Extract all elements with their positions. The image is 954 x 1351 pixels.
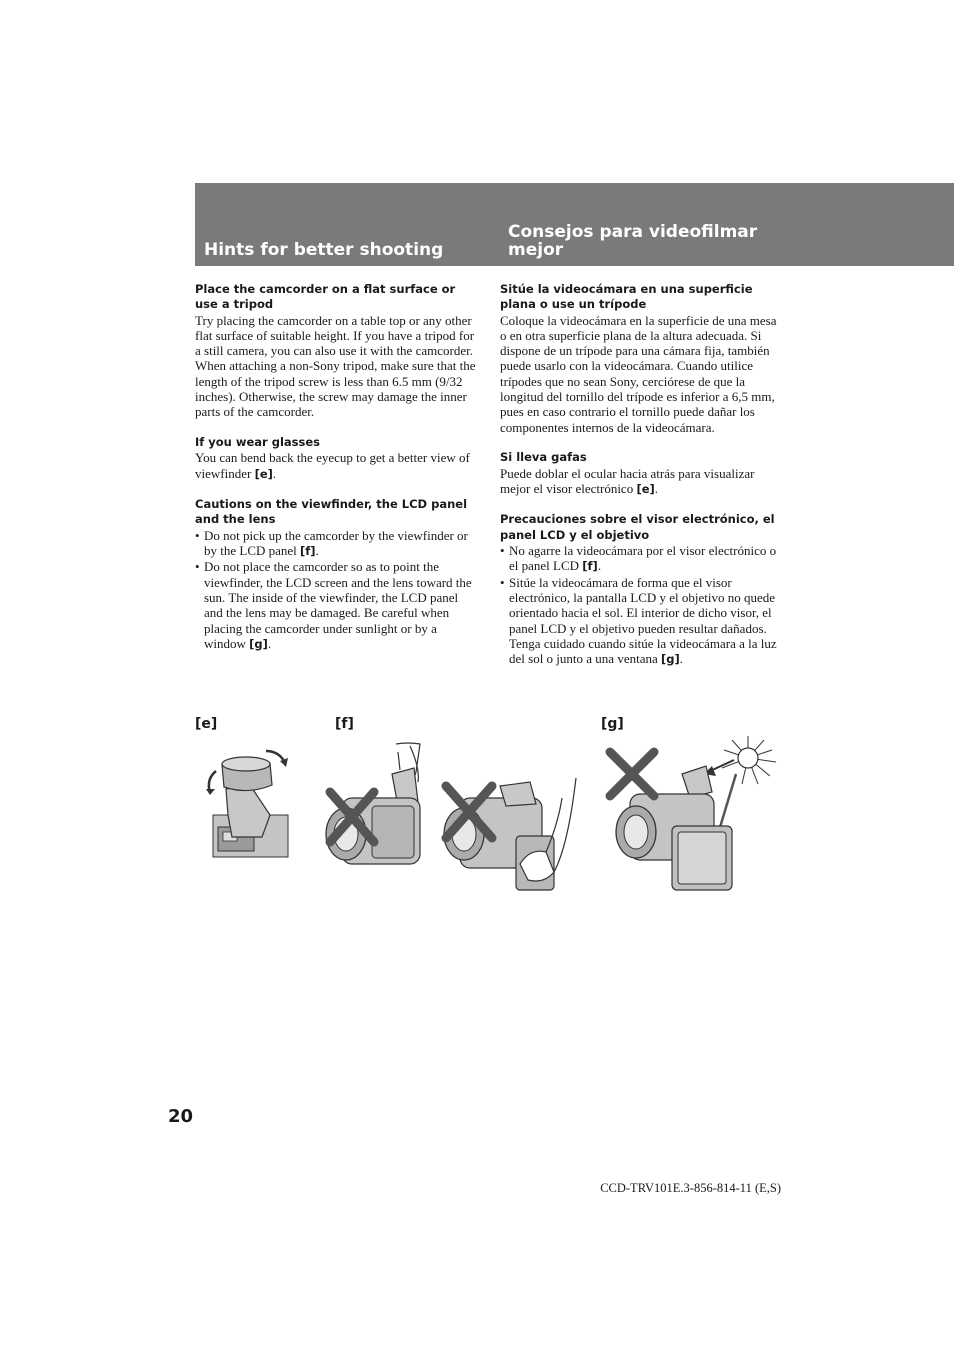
precauciones-list (500, 543, 783, 667)
precauciones-heading: Precauciones sobre el visor electrónico, el panel LCD y el objetivo (500, 512, 775, 542)
list-item-end: . (597, 558, 602, 574)
gafas-body (500, 466, 783, 498)
list-item (500, 575, 783, 668)
list-item-text: Sitúe la videocámara de forma que el visor electrónico, la pantalla LCD y el objetivo no quede orientado hacia el sol. El interior de dicho visor, el panel LCD y el objetivo pueden resultar dañados. Tenga cuidado cuando sitúe la videocámara a la luz del sol o junto a una ventana (509, 574, 777, 667)
glasses-body (195, 450, 478, 482)
list-item-text: No agarre la videocámara por el visor electrónico o el panel LCD (509, 543, 777, 574)
eyecup-fold-icon (204, 745, 290, 860)
section-title-english: Hints for better shooting (204, 240, 444, 260)
glasses-section (195, 435, 478, 482)
figure-ref: [g] (661, 652, 680, 667)
figure-ref: [e] (636, 481, 655, 496)
english-column (195, 282, 478, 667)
gafas-text: Puede doblar el ocular hacia atrás para visualizar mejor el visor electrónico (500, 465, 755, 496)
list-item (195, 528, 478, 560)
figure-label-f: [f] (335, 716, 354, 732)
list-item-end: . (267, 635, 272, 651)
figure-ref: [e] (254, 466, 273, 481)
list-item-end: . (679, 651, 683, 667)
cautions-section (195, 497, 478, 652)
glasses-end: . (272, 465, 277, 481)
tripod-section (195, 282, 478, 420)
glasses-text: You can bend back the eyecup to get a better view of viewfinder (195, 450, 470, 481)
figure-ref: [f] (582, 559, 598, 574)
figure-ref: [f] (300, 544, 316, 559)
figure-label-e: [e] (195, 716, 218, 732)
list-item (195, 559, 478, 652)
camcorder-pointing-at-sun-crossed-icon (604, 734, 786, 896)
footer-code: CCD-TRV101E.3-856-814-11 (E,S) (600, 1181, 781, 1195)
list-item-text: Do not place the camcorder so as to point the viewfinder, the LCD screen and the lens toward the sun. The inside of the viewfinder, the LCD panel and the lens may be damaged. Be careful when placing the camcorder under sunlight or by a window (204, 559, 472, 651)
gafas-end: . (654, 480, 659, 496)
cautions-list (195, 528, 478, 652)
figure-ref: [g] (249, 636, 268, 651)
tripode-section (500, 282, 783, 435)
spanish-column (500, 282, 783, 683)
section-title-spanish: Consejos para videofilmar mejor (508, 222, 758, 260)
gafas-section (500, 450, 783, 497)
gafas-heading: Si lleva gafas (500, 450, 587, 465)
tripode-heading: Sitúe la videocámara en una superficie plana o use un trípode (500, 282, 753, 312)
page-number: 20 (168, 1106, 194, 1127)
camcorder-held-by-viewfinder-crossed-icon (322, 742, 440, 872)
tripode-body: Coloque la videocámara en la superficie de una mesa o en otra superficie plana de la altura adecuada. Si dispone de un trípode para una cámara fija, también puede usarlo con la videocámara. Cuando utilice trípodes que no sean Sony, cerciórese de que la longitud del tornillo del trípode es inferior a 6,5 mm, pues en caso contrario el tornillo puede dañar los componentes internos de la videocámara. (500, 312, 777, 435)
list-item-end: . (315, 543, 319, 559)
list-item (500, 543, 783, 575)
camcorder-held-by-lcd-crossed-icon (440, 776, 580, 896)
figure-label-g: [g] (601, 716, 624, 732)
tripod-body: Try placing the camcorder on a table top or any other flat surface of suitable height. If you have a tripod for a still camera, you can also use it with the camcorder. When attaching a non-Sony tripod, make sure that the length of the tripod screw is less than 6.5 mm (9/32 inches). Otherwise, the screw may damage the inner parts of the camcorder. (195, 312, 476, 420)
precauciones-section (500, 512, 783, 667)
tripod-heading: Place the camcorder on a flat surface or use a tripod (195, 282, 456, 312)
glasses-heading: If you wear glasses (195, 434, 321, 449)
list-item-text: Do not pick up the camcorder by the viewfinder or by the LCD panel (204, 527, 468, 559)
cautions-heading: Cautions on the viewfinder, the LCD panel and the lens (195, 497, 468, 527)
